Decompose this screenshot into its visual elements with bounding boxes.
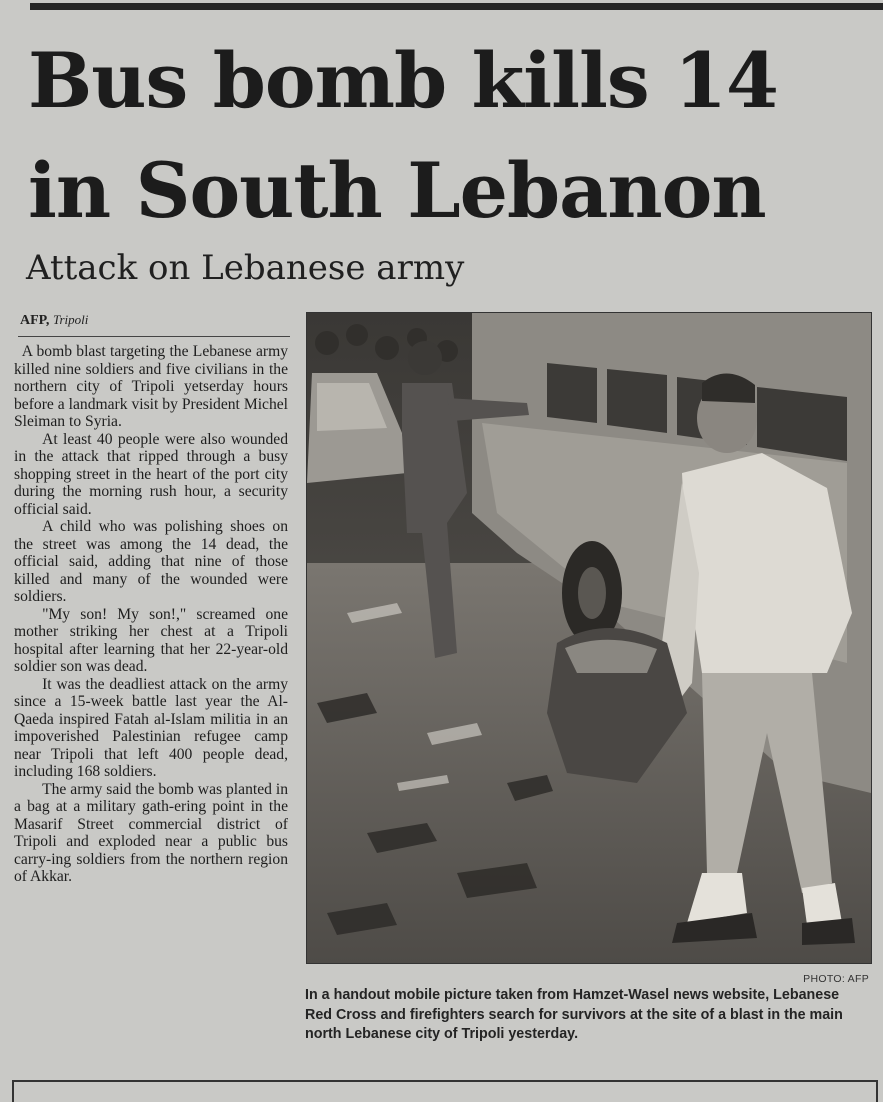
byline — [20, 312, 88, 329]
article-paragraph: At least 40 people were also wounded in the attack that ripped through a busy shopping street in the heart of the port city during the morning rush hour, a security official said. — [14, 430, 288, 518]
photo-caption: In a handout mobile picture taken from Hamzet-Wasel news website, Lebanese Red Cross and firefighters search for survivors at the site of a blast in the main north Lebanese city of Tripoli yesterday. — [305, 987, 843, 1042]
byline-rule — [18, 336, 290, 337]
article-paragraph: It was the deadliest attack on the army since a 15-week battle last year the Al-Qaeda inspired Fatah al-Islam militia in an impoverished Palestinian refugee camp near Tripoli that left 400 people dead, including 168 soldiers. — [14, 675, 288, 780]
headline-line-2: in South Lebanon — [28, 146, 766, 235]
news-photo — [306, 312, 872, 964]
headline — [28, 26, 878, 246]
article-paragraph: A bomb blast targeting the Lebanese army killed nine soldiers and five civilians in the northern city of Tripoli yetserday hours before a landmark visit by President Michel Sleiman to Syria. — [14, 343, 288, 430]
article-paragraph: "My son! My son!," screamed one mother striking her chest at a Tripoli hospital after learning that her 22-year-old soldier son was dead. — [14, 605, 288, 675]
byline-agency: AFP, — [20, 313, 50, 328]
article-paragraph: A child who was polishing shoes on the street was among the 14 dead, the official said, adding that nine of those killed and many of the wounded were soldiers. — [14, 518, 288, 605]
headline-line-1: Bus bomb kills 14 — [28, 36, 778, 125]
photo-credit: PHOTO: AFP — [803, 973, 869, 985]
next-article-box-edge — [12, 1080, 878, 1102]
subheadline: Attack on Lebanese army — [26, 248, 465, 288]
article-paragraph: The army said the bomb was planted in a bag at a military gath-ering point in the Masarif Street commercial district of Tripoli and exploded near a public bus carry-ing soldiers from the northern region of Akkar. — [14, 780, 288, 885]
byline-place: Tripoli — [52, 312, 89, 327]
article-body — [14, 343, 288, 886]
top-rule — [30, 3, 883, 10]
news-photo-illustration — [307, 313, 871, 963]
